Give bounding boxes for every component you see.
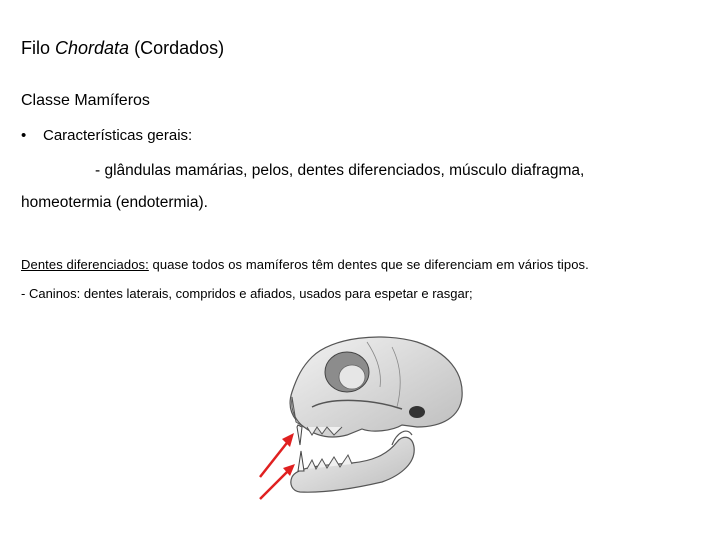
skull-illustration-icon: [252, 327, 472, 507]
teeth-term: Dentes diferenciados:: [21, 257, 149, 272]
features-line-2: homeotermia (endotermia).: [21, 194, 208, 211]
bullet-symbol: •: [21, 127, 27, 144]
title-prefix: Filo: [21, 38, 56, 58]
canines-paragraph: [21, 286, 473, 301]
canines-prefix: -: [21, 286, 29, 301]
bullet-item: [21, 127, 192, 144]
teeth-text: quase todos os mamíferos têm dentes que se diferenciam em vários tipos.: [148, 257, 589, 272]
class-heading: Classe Mamíferos: [21, 92, 150, 109]
title-italic: Chordata: [55, 38, 130, 58]
canines-term: Caninos:: [28, 286, 81, 301]
features-line-1: - glândulas mamárias, pelos, dentes diferenciados, músculo diafragma,: [95, 162, 585, 179]
bullet-label: Características gerais:: [43, 127, 193, 144]
teeth-paragraph: [21, 257, 589, 272]
page-title: [21, 38, 224, 59]
canines-text: dentes laterais, compridos e afiados, usados para espetar e rasgar;: [80, 286, 473, 301]
title-suffix: (Cordados): [129, 38, 225, 58]
